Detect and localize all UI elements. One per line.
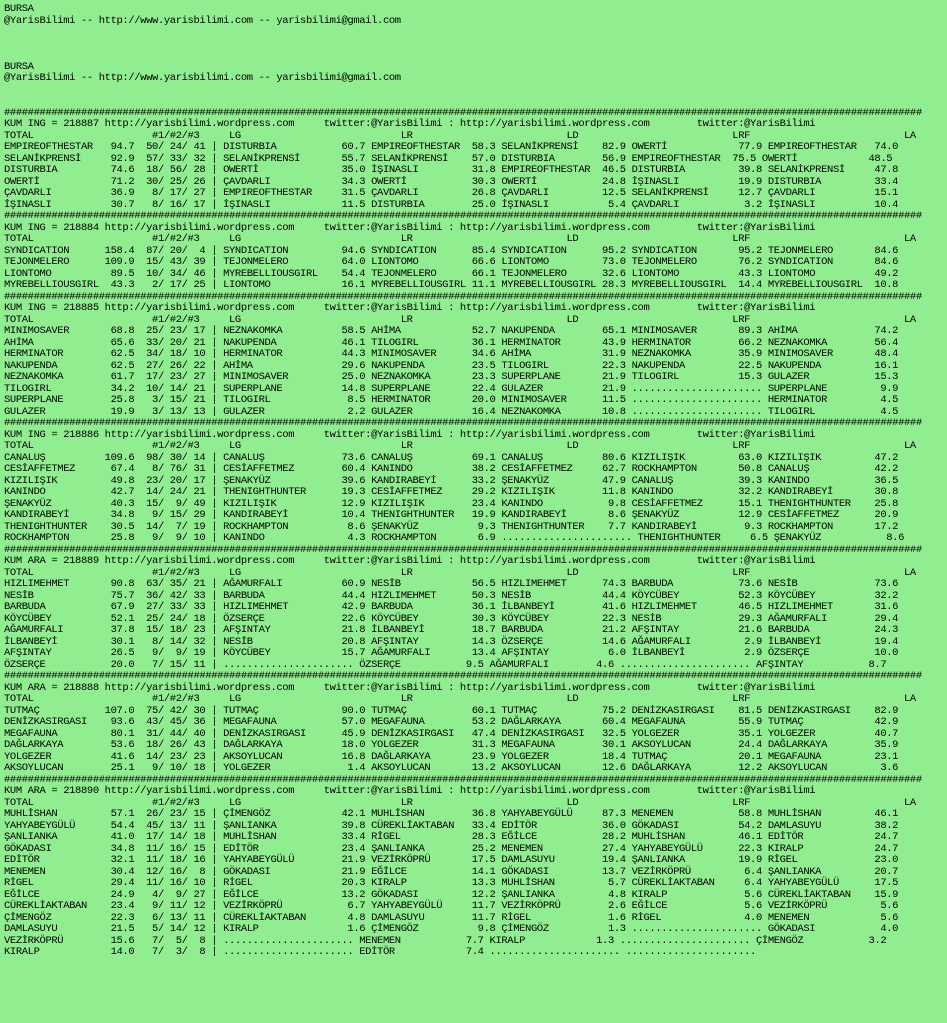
text-line: KUM ARA = 218889 http://yarisbilimi.wordpress.com twitter:@YarisBilimi : http://yarisbilimi.wordpress.com twitter:@YarisBilimi	[4, 555, 816, 567]
text-line: KUM ING = 218887 http://yarisbilimi.wordpress.com twitter:@YarisBilimi : http://yarisbilimi.wordpress.com twitter:@YarisBilimi	[4, 118, 816, 130]
text-line: NEZNAKOMKA 61.7 17/ 23/ 27 | MINIMOSAVER 25.0 NEZNAKOMKA 23.3 SUPERPLANE 21.9 TILOGIRL 15.3 GULAZER 15.3	[4, 371, 899, 383]
text-line: ÖZSERÇE 20.0 7/ 15/ 11 | ...................... ÖZSERÇE 9.5 AĞAMURFALI 4.6 ...................... AFŞINTAY 8.7	[4, 658, 887, 671]
text-line: THENIGHTHUNTER 30.5 14/ 7/ 19 | ROCKHAMPTON 8.6 ŞENAKYÜZ 9.3 THENIGHTHUNTER 7.7 KANDIRABEYİ 9.3 ROCKHAMPTON 17.2	[4, 520, 899, 533]
text-line: TOTAL #1/#2/#3 LG LR LD LRF LA	[4, 129, 916, 142]
text-line: AKSOYLUCAN 25.1 9/ 10/ 18 | YOLGEZER 1.4 AKSOYLUCAN 13.2 AKSOYLUCAN 12.6 DAĞLARKAYA 12.2 AKSOYLUCAN 3.6	[4, 762, 899, 774]
text-line: İLBANBEYİ 30.1 8/ 14/ 32 | NESİB 20.8 AFŞINTAY 14.3 ÖZSERÇE 14.6 AĞAMURFALI 2.9 İLBANBEYİ 19.4	[4, 635, 899, 648]
section-separator: ###########################################################################################################################################################	[4, 773, 922, 786]
text-line: TEJONMELERO 109.9 15/ 43/ 39 | TEJONMELERO 64.0 LIONTOMO 66.6 LIONTOMO 73.0 TEJONMELERO 76.2 SYNDICATION 84.6	[4, 256, 899, 268]
text-line: KUM ARA = 218888 http://yarisbilimi.wordpress.com twitter:@YarisBilimi : http://yarisbilimi.wordpress.com twitter:@YarisBilimi	[4, 681, 816, 694]
text-line: HIZLIMEHMET 90.8 63/ 35/ 21 | AĞAMURFALI 60.9 NESİB 56.5 HIZLIMEHMET 74.3 BARBUDA 73.6 NESİB 73.6	[4, 578, 899, 590]
text-line: TOTAL #1/#2/#3 LG LR LD LRF LA	[4, 796, 916, 809]
text-line: TOTAL #1/#2/#3 LG LR LD LRF LA	[4, 693, 916, 705]
text-line: DISTURBIA 74.6 18/ 56/ 28 | OWERTİ 35.0 İŞINASLI 31.8 EMPIREOFTHESTAR 46.5 DISTURBIA 39.8 SELANİKPRENSİ 47.8	[4, 164, 899, 176]
text-line: KIRALP 14.0 7/ 3/ 8 | ...................... EDİTÖR 7.4 ...................... ......................	[4, 946, 762, 958]
text-line: EDİTÖR 32.1 11/ 18/ 16 | YAHYABEYGÜLÜ 21.9 VEZİRKÖPRÜ 17.5 DAMLASUYU 19.4 ŞANLIANKA 19.9 RİGEL 23.0	[4, 854, 899, 866]
text-line: BURSA	[4, 3, 34, 15]
text-line: SELANİKPRENSİ 92.9 57/ 33/ 32 | SELANİKPRENSİ 55.7 SELANİKPRENSİ 57.0 DISTURBIA 56.9 EMPIREOFTHESTAR 75.5 OWERTİ 48.5	[4, 152, 893, 165]
text-line: KUM ING = 218886 http://yarisbilimi.wordpress.com twitter:@YarisBilimi : http://yarisbilimi.wordpress.com twitter:@YarisBilimi	[4, 428, 816, 441]
section-separator: ###########################################################################################################################################################	[4, 670, 922, 682]
text-line: CÜREKLİAKTABAN 23.4 9/ 11/ 12 | VEZİRKÖPRÜ 6.7 YAHYABEYGÜLÜ 11.7 VEZİRKÖPRÜ 2.6 EĞİLCE 5.6 VEZİRKÖPRÜ 5.6	[4, 900, 899, 912]
text-line: KÖYCÜBEY 52.1 25/ 24/ 18 | ÖZSERÇE 22.6 KÖYCÜBEY 30.3 KÖYCÜBEY 22.3 NESİB 29.3 AĞAMURFALI 29.4	[4, 612, 899, 625]
text-line: TOTAL #1/#2/#3 LG LR LD LRF LA	[4, 233, 916, 245]
text-line: DAMLASUYU 21.5 5/ 14/ 12 | KIRALP 1.6 ÇİMENGÖZ 9.8 ÇİMENGÖZ 1.3 ...................... GÖKADASI 4.0	[4, 923, 899, 935]
text-line: ŞANLIANKA 41.0 17/ 14/ 18 | MUHLİSHAN 33.4 RİGEL 28.3 EĞİLCE 28.2 MUHLİSHAN 46.1 EDİTÖR 24.7	[4, 831, 899, 843]
text-line: İŞINASLI 30.7 8/ 16/ 17 | İŞINASLI 11.5 DISTURBIA 25.0 İŞINASLI 5.4 ÇAVDARLI 3.2 İŞINASLI 10.4	[4, 198, 899, 211]
text-line: MENEMEN 30.4 12/ 16/ 8 | GÖKADASI 21.9 EĞİLCE 14.1 GÖKADASI 13.7 VEZİRKÖPRÜ 6.4 ŞANLIANKA 20.7	[4, 865, 899, 878]
text-line: KUM ARA = 218890 http://yarisbilimi.wordpress.com twitter:@YarisBilimi : http://yarisbilimi.wordpress.com twitter:@YarisBilimi	[4, 785, 816, 797]
text-line: MEGAFAUNA 80.1 31/ 44/ 40 | DENİZKASIRGASI 45.9 DENİZKASIRGASI 47.4 DENİZKASIRGASI 32.5 YOLGEZER 35.1 YOLGEZER 40.7	[4, 727, 899, 740]
text-line: MYREBELLIOUSGIRL 43.3 2/ 17/ 25 | LIONTOMO 16.1 MYREBELLIOUSGIRL 11.1 MYREBELLIOUSGIRL 28.3 MYREBELLIOUSGIRL 14.4 MYREBELLIOUSGIRL 10.8	[4, 279, 899, 291]
text-line: SYNDICATION 158.4 87/ 20/ 4 | SYNDICATION 94.6 SYNDICATION 85.4 SYNDICATION 95.2 SYNDICATION 95.2 TEJONMELERO 84.6	[4, 244, 899, 257]
text-line: YOLGEZER 41.6 14/ 23/ 23 | AKSOYLUCAN 16.8 DAĞLARKAYA 23.9 YOLGEZER 18.4 TUTMAÇ 20.1 MEGAFAUNA 23.1	[4, 750, 899, 763]
text-line: AHİMA 65.6 33/ 20/ 21 | NAKUPENDA 46.1 TILOGIRL 36.1 HERMINATOR 43.9 HERMINATOR 66.2 NEZNAKOMKA 56.4	[4, 336, 899, 349]
text-line: AFŞINTAY 26.5 9/ 9/ 19 | KÖYCÜBEY 15.7 AĞAMURFALI 13.4 AFŞINTAY 6.0 İLBANBEYİ 2.9 ÖZSERÇE 10.0	[4, 647, 899, 659]
text-line: CANALUŞ 109.6 98/ 30/ 14 | CANALUŞ 73.6 CANALUŞ 69.1 CANALUŞ 80.6 KIZILIŞIK 63.0 KIZILIŞIK 47.2	[4, 451, 899, 464]
text-line: KANDIRABEYİ 34.8 9/ 15/ 29 | KANDIRABEYİ 10.4 THENIGHTHUNTER 19.9 KANDIRABEYİ 8.6 ŞENAKYÜZ 12.9 CESİAFFETMEZ 20.9	[4, 509, 899, 521]
text-line: LIONTOMO 89.5 10/ 34/ 46 | MYREBELLIOUSGIRL 54.4 TEJONMELERO 66.1 TEJONMELERO 32.6 LIONTOMO 43.3 LIONTOMO 49.2	[4, 267, 899, 280]
section-separator: ###########################################################################################################################################################	[4, 290, 922, 303]
text-line: NAKUPENDA 62.5 27/ 26/ 22 | AHİMA 29.6 NAKUPENDA 23.5 TILOGIRL 22.3 NAKUPENDA 22.5 NAKUPENDA 16.1	[4, 359, 899, 372]
text-line: ŞENAKYÜZ 40.3 15/ 9/ 49 | KIZILIŞIK 12.9 KIZILIŞIK 23.4 KANINDO 9.8 CESİAFFETMEZ 15.1 THENIGHTHUNTER 25.8	[4, 497, 899, 510]
text-line: ÇİMENGÖZ 22.3 6/ 13/ 11 | CÜREKLİAKTABAN 4.8 DAMLASUYU 11.7 RİGEL 1.6 RİGEL 4.0 MENEMEN 5.6	[4, 911, 899, 924]
text-line: DAĞLARKAYA 53.6 18/ 26/ 43 | DAĞLARKAYA 18.0 YOLGEZER 31.3 MEGAFAUNA 30.1 AKSOYLUCAN 24.4 DAĞLARKAYA 35.9	[4, 739, 899, 751]
blank-line	[4, 27, 947, 39]
text-line: NESİB 75.7 36/ 42/ 33 | BARBUDA 44.4 HIZLIMEHMET 50.3 NESİB 44.4 KÖYCÜBEY 52.3 KÖYCÜBEY 32.2	[4, 589, 899, 602]
text-line: VEZİRKÖPRÜ 15.6 7/ 5/ 8 | ...................... MENEMEN 7.7 KIRALP 1.3 ...................... ÇİMENGÖZ 3.2	[4, 934, 887, 947]
text-line: TILOGIRL 34.2 10/ 14/ 21 | SUPERPLANE 14.8 SUPERPLANE 22.4 GULAZER 21.9 ...................... SUPERPLANE 9.9	[4, 382, 899, 395]
blank-line	[4, 39, 947, 51]
section-separator: ###########################################################################################################################################################	[4, 543, 922, 556]
text-line: KANINDO 42.7 14/ 24/ 21 | THENIGHTHUNTER 19.3 CESİAFFETMEZ 29.2 KIZILIŞIK 11.8 KANINDO 32.2 KANDIRABEYİ 30.8	[4, 486, 899, 498]
text-line: TOTAL #1/#2/#3 LG LR LD LRF LA	[4, 313, 916, 326]
blank-line	[4, 50, 947, 62]
text-line: CESİAFFETMEZ 67.4 8/ 76/ 31 | CESİAFFETMEZ 60.4 KANINDO 38.2 CESİAFFETMEZ 62.7 ROCKHAMPTON 50.8 CANALUŞ 42.2	[4, 463, 899, 475]
text-line: TOTAL #1/#2/#3 LG LR LD LRF LA	[4, 566, 916, 579]
text-line: @YarisBilimi -- http://www.yarisbilimi.com -- yarisbilimi@gmail.com	[4, 14, 401, 27]
text-line: KUM ING = 218884 http://yarisbilimi.wordpress.com twitter:@YarisBilimi : http://yarisbilimi.wordpress.com twitter:@YarisBilimi	[4, 221, 816, 234]
text-line: SUPERPLANE 25.8 3/ 15/ 21 | TILOGIRL 8.5 HERMINATOR 20.0 MINIMOSAVER 11.5 ...................... HERMINATOR 4.5	[4, 394, 899, 406]
text-line: BARBUDA 67.9 27/ 33/ 33 | HIZLIMEHMET 42.9 BARBUDA 36.1 İLBANBEYİ 41.6 HIZLIMEHMET 46.5 HIZLIMEHMET 31.6	[4, 601, 899, 613]
text-line: KUM ING = 218885 http://yarisbilimi.wordpress.com twitter:@YarisBilimi : http://yarisbilimi.wordpress.com twitter:@YarisBilimi	[4, 302, 816, 314]
text-line: GÖKADASI 34.8 11/ 16/ 15 | EDİTÖR 23.4 ŞANLIANKA 25.2 MENEMEN 27.4 YAHYABEYGÜLÜ 22.3 KIRALP 24.7	[4, 842, 899, 855]
text-line: MINIMOSAVER 68.8 25/ 23/ 17 | NEZNAKOMKA 58.5 AHİMA 52.7 NAKUPENDA 65.1 MINIMOSAVER 89.3 AHİMA 74.2	[4, 325, 899, 337]
text-line: OWERTİ 71.2 30/ 25/ 26 | ÇAVDARLI 34.3 OWERTİ 30.3 OWERTİ 24.8 İŞINASLI 19.9 DISTURBIA 33.4	[4, 175, 899, 188]
text-line: AĞAMURFALI 37.8 15/ 18/ 23 | AFŞINTAY 21.8 İLBANBEYİ 18.7 BARBUDA 21.2 AFŞINTAY 21.6 BARBUDA 24.3	[4, 624, 899, 636]
text-line: HERMINATOR 62.5 34/ 18/ 10 | HERMINATOR 44.3 MINIMOSAVER 34.6 AHİMA 31.9 NEZNAKOMKA 35.9 MINIMOSAVER 48.4	[4, 348, 899, 360]
text-line: MUHLİSHAN 57.1 26/ 23/ 15 | ÇİMENGÖZ 42.1 MUHLİSHAN 36.8 YAHYABEYGÜLÜ 87.3 MENEMEN 58.8 MUHLİSHAN 46.1	[4, 808, 899, 820]
text-line: TUTMAÇ 107.0 75/ 42/ 30 | TUTMAÇ 90.0 TUTMAÇ 60.1 TUTMAÇ 75.2 DENİZKASIRGASI 81.5 DENİZKASIRGASI 82.9	[4, 704, 899, 717]
text-line: EMPIREOFTHESTAR 94.7 50/ 24/ 41 | DISTURBIA 60.7 EMPIREOFTHESTAR 58.3 SELANİKPRENSİ 82.9 OWERTİ 77.9 EMPIREOFTHESTAR 74.0	[4, 141, 899, 153]
text-line: GULAZER 19.9 3/ 13/ 13 | GULAZER 2.2 GULAZER 16.4 NEZNAKOMKA 10.8 ...................... TILOGIRL 4.5	[4, 405, 899, 418]
text-line: KIZILIŞIK 49.8 23/ 20/ 17 | ŞENAKYÜZ 39.6 KANDIRABEYİ 33.2 ŞENAKYÜZ 47.9 CANALUŞ 39.3 KANINDO 36.5	[4, 474, 899, 487]
section-separator: ###########################################################################################################################################################	[4, 106, 922, 119]
text-line: ROCKHAMPTON 25.8 9/ 9/ 10 | KANINDO 4.3 ROCKHAMPTON 6.9 ...................... THENIGHTHUNTER 6.5 ŞENAKYÜZ 8.6	[4, 532, 904, 544]
section-separator: ###########################################################################################################################################################	[4, 417, 922, 429]
text-line: RİGEL 29.4 11/ 16/ 10 | RİGEL 20.3 KIRALP 13.3 MUHLİSHAN 5.7 CÜREKLİAKTABAN 6.4 YAHYABEYGÜLÜ 17.5	[4, 877, 899, 889]
section-separator: ###########################################################################################################################################################	[4, 210, 922, 222]
text-line: ÇAVDARLI 36.9 8/ 17/ 27 | EMPIREOFTHESTAR 31.5 ÇAVDARLI 26.8 ÇAVDARLI 12.5 SELANİKPRENSİ 12.7 ÇAVDARLI 15.1	[4, 187, 899, 199]
text-line: @YarisBilimi -- http://www.yarisbilimi.com -- yarisbilimi@gmail.com	[4, 72, 401, 84]
blank-line	[4, 85, 947, 97]
text-line: YAHYABEYGÜLÜ 54.4 45/ 13/ 11 | ŞANLIANKA 39.8 CÜREKLİAKTABAN 33.4 EDİTÖR 36.0 GÖKADASI 54.2 DAMLASUYU 38.2	[4, 819, 899, 832]
text-line: BURSA	[4, 60, 34, 73]
text-line: EĞİLCE 24.9 4/ 9/ 27 | EĞİLCE 13.2 GÖKADASI 12.2 ŞANLIANKA 4.8 KIRALP 5.6 CÜREKLİAKTABAN 15.9	[4, 888, 899, 901]
text-line: DENİZKASIRGASI 93.6 43/ 45/ 36 | MEGAFAUNA 57.0 MEGAFAUNA 53.2 DAĞLARKAYA 60.4 MEGAFAUNA 55.9 TUTMAÇ 42.9	[4, 716, 899, 728]
blank-line	[4, 96, 947, 108]
text-line: TOTAL #1/#2/#3 LG LR LD LRF LA	[4, 440, 916, 452]
